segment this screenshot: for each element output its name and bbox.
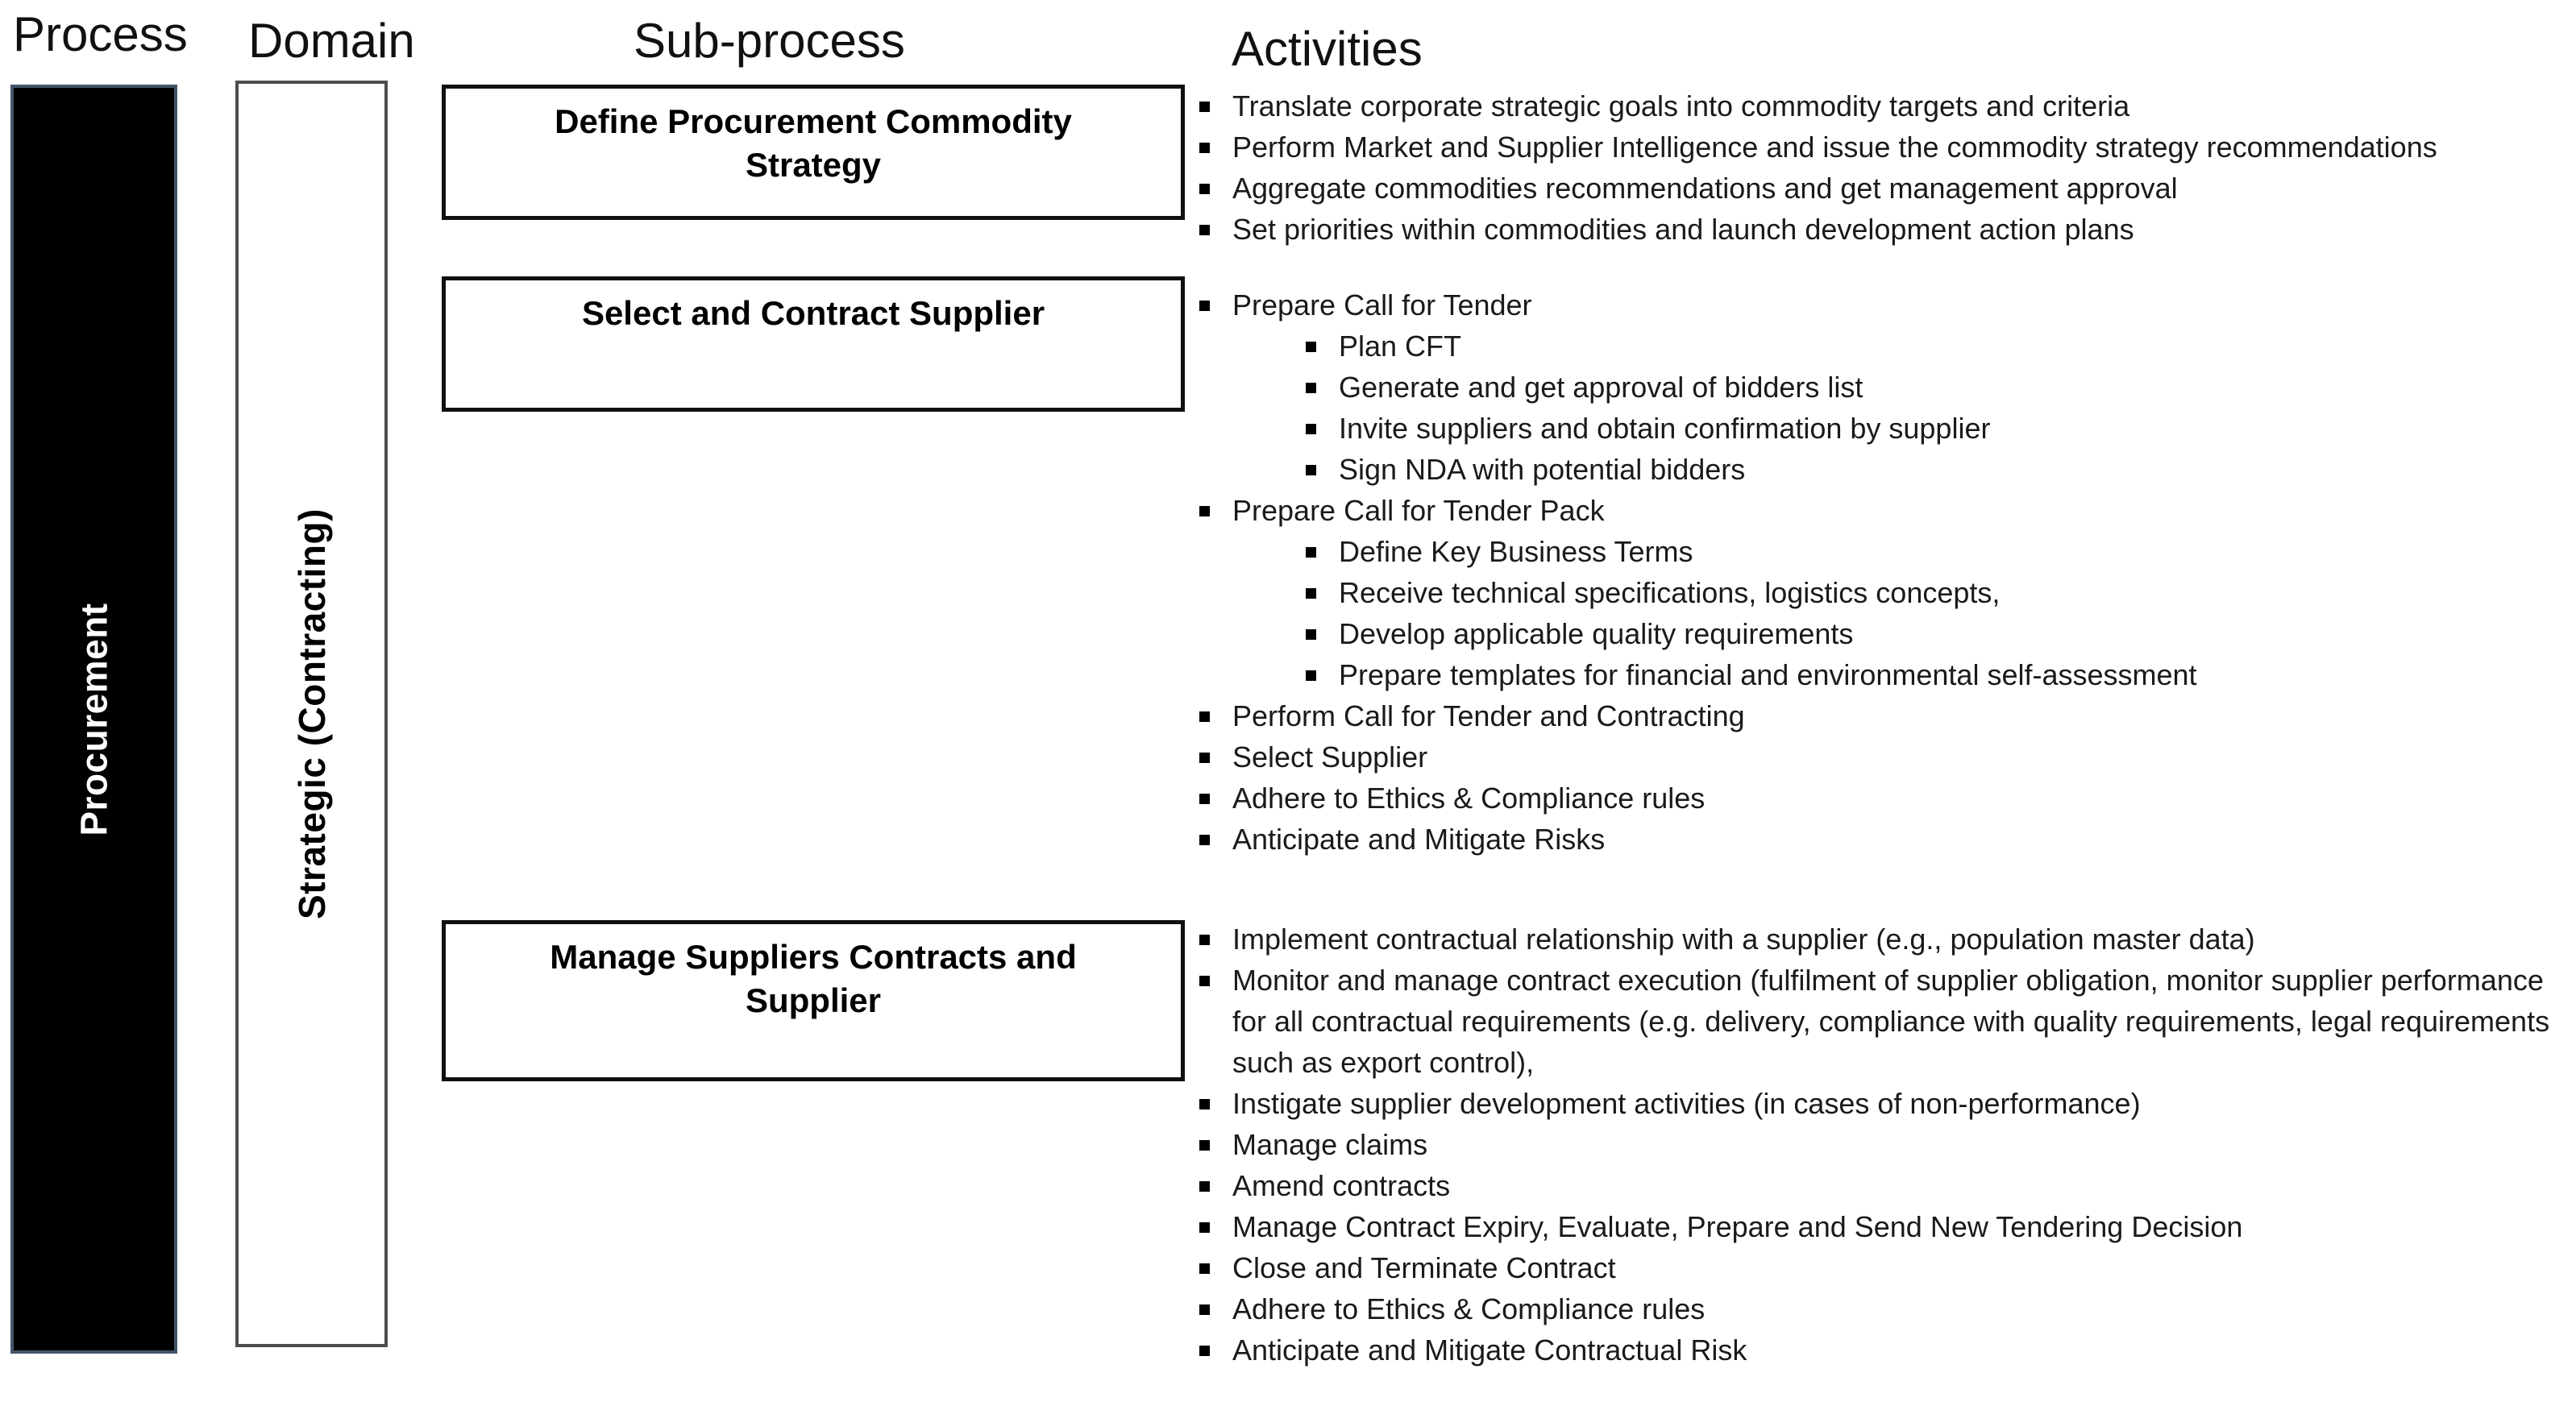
activity-item: Translate corporate strategic goals into commodity targets and criteria bbox=[1199, 85, 2568, 126]
bullet-icon bbox=[1199, 711, 1210, 722]
subprocess-box-manage-suppliers-contracts-and-supplier bbox=[442, 920, 1185, 1081]
activity-item: Generate and get approval of bidders list bbox=[1306, 367, 2568, 408]
bullet-icon bbox=[1199, 301, 1210, 311]
activities-group-select-and-contract-supplier bbox=[1199, 284, 2568, 860]
bullet-icon bbox=[1199, 1099, 1210, 1109]
activity-item: Anticipate and Mitigate Contractual Risk bbox=[1199, 1329, 2568, 1371]
subprocess-box-select-and-contract-supplier bbox=[442, 276, 1185, 412]
bullet-icon bbox=[1199, 225, 1210, 235]
process-box bbox=[10, 85, 177, 1354]
bullet-icon bbox=[1199, 1346, 1210, 1356]
bullet-icon bbox=[1199, 1263, 1210, 1274]
bullet-icon bbox=[1199, 1304, 1210, 1315]
activity-item: Receive technical specifications, logistics concepts, bbox=[1306, 572, 2568, 613]
activity-item: Set priorities within commodities and launch development action plans bbox=[1199, 209, 2568, 250]
activity-item: Perform Market and Supplier Intelligence and issue the commodity strategy recommendations bbox=[1199, 126, 2568, 168]
activity-item: Plan CFT bbox=[1306, 326, 2568, 367]
bullet-icon bbox=[1306, 547, 1316, 558]
activity-item: Anticipate and Mitigate Risks bbox=[1199, 819, 2568, 860]
activity-item: Sign NDA with potential bidders bbox=[1306, 449, 2568, 490]
activities-group-manage-suppliers-contracts-and-supplier bbox=[1199, 919, 2568, 1371]
activity-item: Develop applicable quality requirements bbox=[1306, 613, 2568, 654]
bullet-icon bbox=[1199, 835, 1210, 845]
bullet-icon bbox=[1199, 976, 1210, 986]
activity-item: Invite suppliers and obtain confirmation by supplier bbox=[1306, 408, 2568, 449]
activities-list bbox=[1199, 284, 2568, 860]
activity-item: Instigate supplier development activities (in cases of non-performance) bbox=[1199, 1083, 2568, 1124]
bullet-icon bbox=[1199, 935, 1210, 945]
bullet-icon bbox=[1306, 629, 1316, 640]
activity-item: Manage Contract Expiry, Evaluate, Prepare and Send New Tendering Decision bbox=[1199, 1206, 2568, 1247]
bullet-icon bbox=[1199, 184, 1210, 194]
bullet-icon bbox=[1306, 465, 1316, 475]
activity-item: Adhere to Ethics & Compliance rules bbox=[1199, 778, 2568, 819]
bullet-icon bbox=[1306, 342, 1316, 352]
activity-item: Amend contracts bbox=[1199, 1165, 2568, 1206]
process-box-label: Procurement bbox=[73, 602, 115, 836]
activity-item: Implement contractual relationship with a supplier (e.g., population master data) bbox=[1199, 919, 2568, 960]
bullet-icon bbox=[1306, 670, 1316, 681]
bullet-icon bbox=[1199, 1140, 1210, 1151]
activity-item: Prepare Call for Tender bbox=[1199, 284, 2568, 326]
bullet-icon bbox=[1199, 506, 1210, 516]
activity-item: Define Key Business Terms bbox=[1306, 531, 2568, 572]
activity-item: Prepare Call for Tender Pack bbox=[1199, 490, 2568, 531]
column-header-activities: Activities bbox=[1232, 22, 1423, 76]
activity-item: Monitor and manage contract execution (fulfilment of supplier obligation, monitor supplier performance for all contractual requirements (e.g. delivery, compliance with quality requirements, legal requirements such as export control), bbox=[1199, 960, 2568, 1083]
column-header-subprocess: Sub-process bbox=[634, 14, 905, 68]
domain-box-label: Strategic (Contracting) bbox=[290, 508, 333, 919]
activity-item: Adhere to Ethics & Compliance rules bbox=[1199, 1288, 2568, 1329]
activities-list bbox=[1199, 919, 2568, 1371]
activity-item: Aggregate commodities recommendations and get management approval bbox=[1199, 168, 2568, 209]
column-header-domain: Domain bbox=[248, 14, 415, 68]
activity-item: Prepare templates for financial and environmental self-assessment bbox=[1306, 654, 2568, 695]
subprocess-label: Manage Suppliers Contracts and Supplier bbox=[550, 938, 1077, 1019]
activities-group-define-procurement-commodity-strategy bbox=[1199, 85, 2568, 250]
domain-box bbox=[235, 81, 388, 1347]
activity-item: Close and Terminate Contract bbox=[1199, 1247, 2568, 1288]
subprocess-label: Select and Contract Supplier bbox=[581, 294, 1045, 332]
subprocess-box-define-procurement-commodity-strategy bbox=[442, 85, 1185, 220]
subprocess-label: Define Procurement Commodity Strategy bbox=[555, 102, 1072, 184]
activities-list bbox=[1199, 85, 2568, 250]
bullet-icon bbox=[1306, 383, 1316, 393]
bullet-icon bbox=[1306, 588, 1316, 599]
bullet-icon bbox=[1306, 424, 1316, 434]
bullet-icon bbox=[1199, 794, 1210, 804]
activity-item: Manage claims bbox=[1199, 1124, 2568, 1165]
activity-item: Perform Call for Tender and Contracting bbox=[1199, 695, 2568, 736]
bullet-icon bbox=[1199, 143, 1210, 153]
bullet-icon bbox=[1199, 1181, 1210, 1192]
activity-item: Select Supplier bbox=[1199, 736, 2568, 778]
bullet-icon bbox=[1199, 753, 1210, 763]
bullet-icon bbox=[1199, 1222, 1210, 1233]
bullet-icon bbox=[1199, 102, 1210, 112]
column-header-process: Process bbox=[13, 7, 188, 61]
